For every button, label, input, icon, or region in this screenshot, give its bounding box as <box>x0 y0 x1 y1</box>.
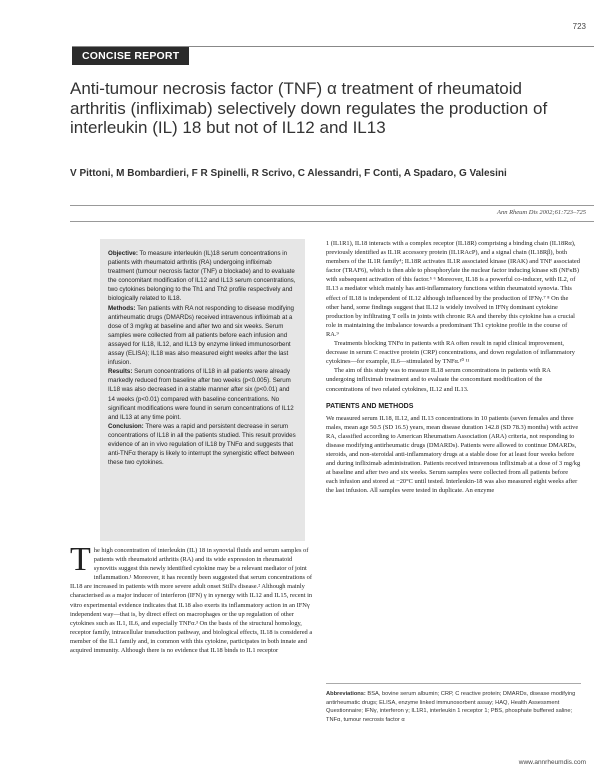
footer-url[interactable]: www.annrheumdis.com <box>518 759 586 766</box>
methods-heading: PATIENTS AND METHODS <box>326 402 414 410</box>
body-paragraph: 1 (IL1R1), IL18 interacts with a complex receptor (IL18R) comprising a binding chain (IL18Rα), previously identified as IL1R accessory protein (IL1RAcP), and a signal chain (IL18Rβ), both members of the IL1R family⁴; IL18R activates IL1R associated kinase (IRAK) and TNF associated factor (TRAF6), which is then able to phosphorylate the nuclear factor inducing kinase κB (NFκB) with subsequent activation of this factor.⁵ ⁶ Moreover, IL18 is a powerful co-inducer, with IL2, of IL13 a mediator which mainly has anti-inflammatory functions within rheumatoid synovia. This effect of IL18 is independent of IL12 although influenced by the production of IFNγ.⁷ ⁸ On the other hand, some findings suggest that IL12 is widely involved in IFNγ dominant cytokine production by infiltrating T cells in joints with chronic RA and thereby this cytokine has a crucial role in maintaining the imbalance towards a predominant Th1 cytokine profile in the course of RA.⁹ <box>326 240 580 338</box>
methods-paragraph: We measured serum IL18, IL12, and IL13 concentrations in 10 patients (seven females and three males, mean age 50.5 (SD 16.5) years, mean disease duration 142.8 (SD 78.3) months) with active RA, classified according to American Rheumatism Association (ARA) criteria, not responding to disease modifying antirheumatic drugs (DMARDs). Patients were allowed to continue DMARDs, steroids, and non-steroidal anti-inflammatory drugs at a stable dose for at least four weeks before and during infliximab administration. Patients received intravenous infliximab at a dose of 3 mg/kg at baseline and after two and six weeks. Serum samples were collected from all patients before each infusion and stored at −20°C until tested. Interleukin-18 was also measured eight weeks after the last infusion. All samples were tested in duplicate. An enzyme <box>326 414 581 495</box>
article-title: Anti-tumour necrosis factor (TNF) α treatment of rheumatoid arthritis (infliximab) selectively down regulates the production of interleukin (IL) 18 but not of IL12 and IL13 <box>70 79 548 137</box>
header-divider <box>70 205 594 206</box>
abstract-conclusion: Conclusion: There was a rapid and persistent decrease in serum concentrations of IL18 in all the patients studied. This result provides evidence of an in vivo regulation of IL18 by TNFα and suggests that anti-TNFα therapy is likely to interrupt the synergistic effect between these two cytokines. <box>108 422 296 467</box>
abstract-objective: Objective: To measure interleukin (IL)18 serum concentrations in patients with rheumatoid arthritis (RA) undergoing infliximab treatment (tumour necrosis factor (TNF) α blockade) and to evaluate the concomitant modification of IL12 and IL13 serum concentrations, two cytokines belonging to the Th1 and Th2 profile respectively and biologically related to IL18. <box>108 250 296 303</box>
abbreviations-box <box>326 683 581 724</box>
body-paragraph: The aim of this study was to measure IL18 serum concentrations in patients with RA undergoing infliximab treatment and to evaluate the concomitant modification of the concentrations of two related cytokines, IL12 and IL13. <box>326 367 551 393</box>
intro-paragraph: The high concentration of interleukin (IL) 18 in synovial fluids and serum samples of patients with rheumatoid arthritis (RA) and its wide expression in rheumatoid synovitis suggest this newly identified cytokine may be a relevant mediator of joint inflammation.¹ Moreover, it has recently been suggested that serum concentrations of IL18 are increased in patients with more severe adult onset Still's disease.² Although mainly characterised as a major inducer of interferon (IFN) γ in synergy with IL12 and IL15, recent in vitro experimental evidence indicates that IL18 also exerts its inflammatory action in an IFNγ independent way—that is, by direct effect on macrophages or the up regulation of other cytokines such as IL1, IL6, and especially TNFα.³ On the basis of the structural homology, receptor family, intracellular transduction pathway, and biological effects, IL18 is considered a member of the IL1 family and, in common with this cytokine, participates in both innate and acquired immunity. Although there is no evidence that IL18 binds to IL1 receptor <box>70 541 313 655</box>
abstract-box <box>100 239 305 541</box>
abstract-results: Results: Serum concentrations of IL18 in all patients were already markedly reduced from baseline after two weeks (p<0.005). Serum IL18 was also decreased in a stable manner after six (p<0.01) and 14 weeks (p<0.01) compared with baseline concentrations. No significant modifications were found in serum concentrations of IL12 and IL13 at any time point. <box>108 368 294 421</box>
right-column <box>326 239 581 496</box>
abstract-methods: Methods: Ten patients with RA not responding to disease modifying antirheumatic drugs (DMARDs) received intravenous infliximab at a dose of 3 mg/kg at baseline and after two and six weeks. Serum samples were collected from all patients before each infusion and assayed for IL18, IL12, and IL13 by enzyme linked immunosorbent assay (ELISA); IL18 was also measured eight weeks after the last infusion. <box>108 304 294 367</box>
section-bar <box>72 46 594 64</box>
author-list: V Pittoni, M Bombardieri, F R Spinelli, R Scrivo, C Alessandri, F Conti, A Spadaro, G Valesini <box>70 168 507 179</box>
journal-citation: Ann Rheum Dis 2002;61:723–725 <box>496 209 586 216</box>
page-number: 723 <box>572 22 586 31</box>
intro-column <box>70 541 315 655</box>
body-paragraph: Treatments blocking TNFα in patients with RA often result in rapid clinical improvement, decrease in serum C reactive protein (CRP) concentrations, and down regulation of inflammatory cytokines—for example, IL6—stimulated by TNFα.¹⁰ ¹¹ <box>326 340 575 366</box>
abbreviations-text: Abbreviations: BSA, bovine serum albumin; CRP, C reactive protein; DMARDs, disease modifying antirheumatic drugs; ELISA, enzyme linked immunosorbent assay; HAQ, Health Assessment Questionnaire; IFNγ, interferon γ; IL1R1, interleukin 1 receptor 1; PBS, phosphate buffered saline; TNFα, tumour necrosis factor α <box>326 691 576 723</box>
citation-divider <box>70 221 594 222</box>
drop-cap: T <box>70 541 91 578</box>
section-label: CONCISE REPORT <box>72 47 189 65</box>
